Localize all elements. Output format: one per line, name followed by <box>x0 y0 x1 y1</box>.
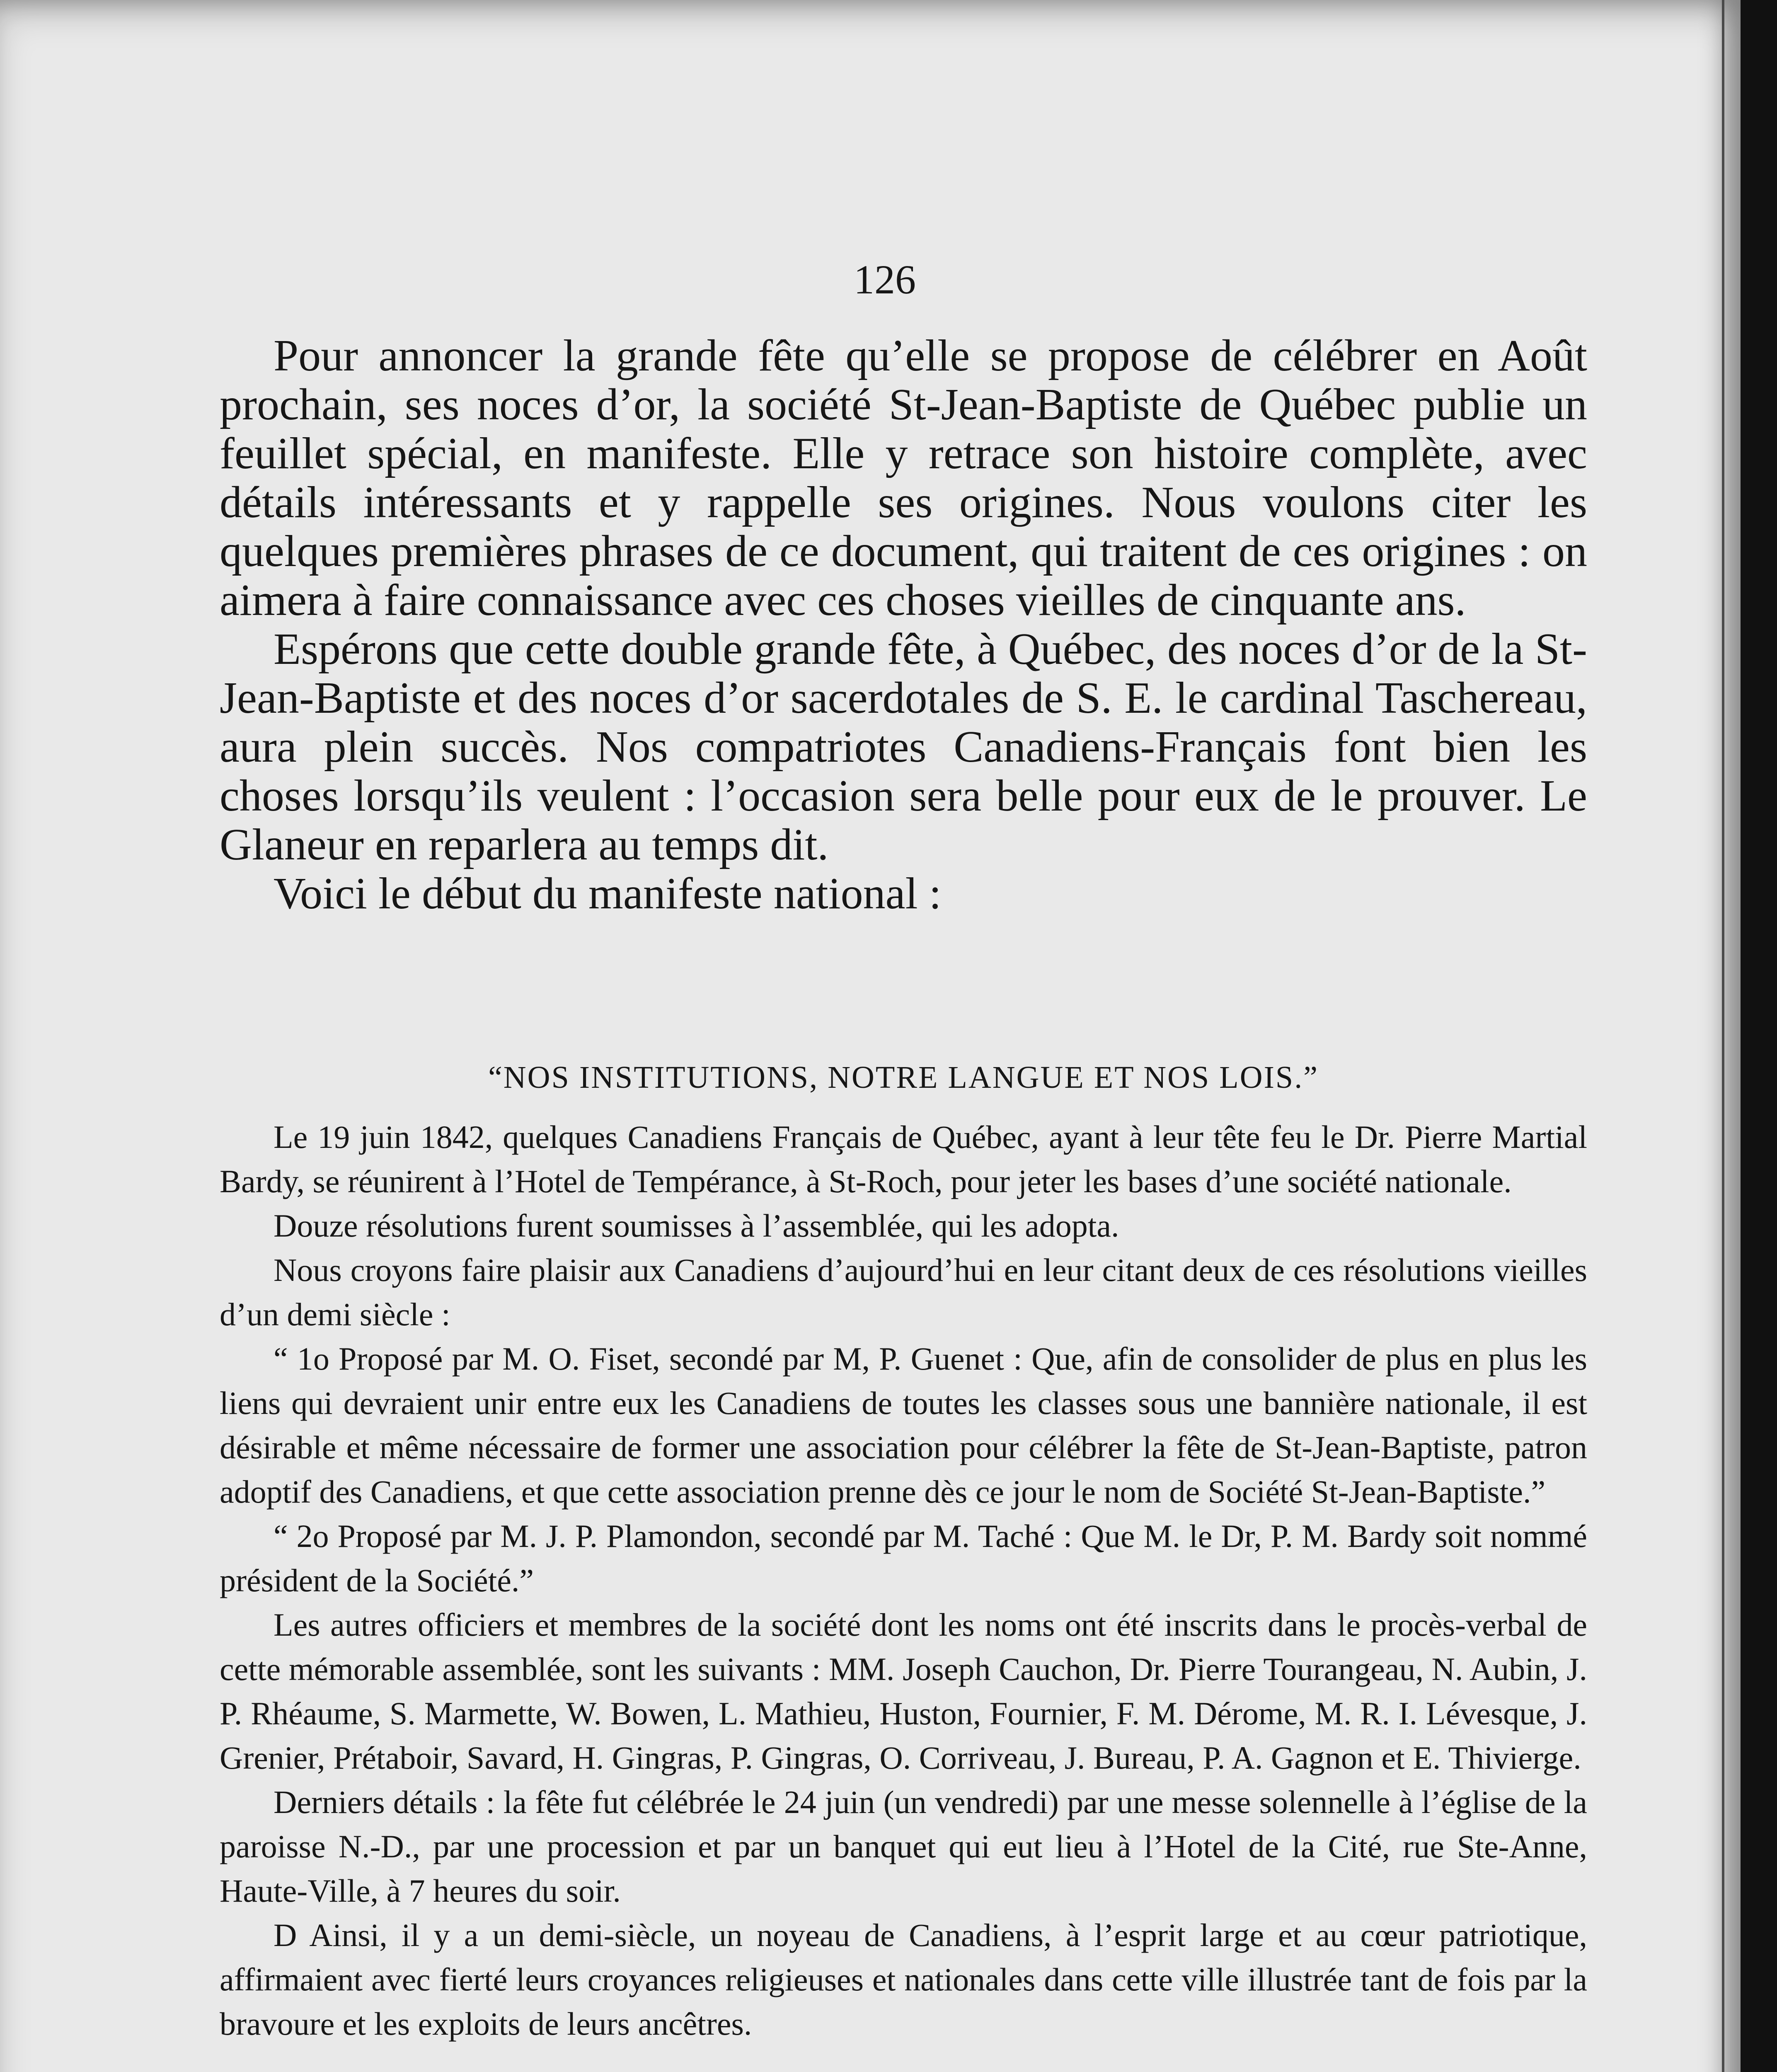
page-number: 126 <box>854 257 916 303</box>
manifesto-paragraph-6: Les autres officiers et membres de la société dont les noms ont été inscrits dans le procès-verbal de cette mémorable assemblée, sont les suivants : MM. Joseph Cauchon, Dr. Pierre Tourangeau, N. Aubin, J. P. Rhéaume, S. Marmette, W. Bowen, L. Mathieu, Huston, Fournier, F. M. Dérome, M. R. I. Lévesque, J. Grenier, Prétaboir, Savard, H. Gingras, P. Gingras, O. Corriveau, J. Bureau, P. A. Gagnon et E. Thivierge. <box>220 1607 1587 1776</box>
manifesto-paragraph-1: Le 19 juin 1842, quelques Canadiens Français de Québec, ayant à leur tête feu le Dr. Pierre Martial Bardy, se réunirent à l’Hotel de Tempérance, à St-Roch, pour jeter les bases d’une société nationale. <box>220 1119 1587 1199</box>
intro-paragraph-3: Voici le début du manifeste national : <box>274 869 942 918</box>
manifesto-text <box>220 1115 1587 2046</box>
manifesto-paragraph-2: Douze résolutions furent soumisses à l’assemblée, qui les adopta. <box>274 1208 1119 1244</box>
intro-section <box>220 332 1587 918</box>
manifesto-paragraph-4: “ 1o Proposé par M. O. Fiset, secondé par M, P. Guenet : Que, afin de consolider de plus en plus les liens qui devraient unir entre eux les Canadiens de toutes les classes sous une bannière nationale, il est désirable et même nécessaire de former une association pour célébrer la fête de St-Jean-Baptiste, patron adoptif des Canadiens, et que cette association prenne dès ce jour le nom de Société St-Jean-Baptiste.” <box>220 1341 1587 1510</box>
manifesto-paragraph-3: Nous croyons faire plaisir aux Canadiens d’aujourd’hui en leur citant deux de ces résolutions vieilles d’un demi siècle : <box>220 1252 1587 1332</box>
manifesto-paragraph-5: “ 2o Proposé par M. J. P. Plamondon, secondé par M. Taché : Que M. le Dr, P. M. Bardy soit nommé président de la Société.” <box>220 1518 1587 1598</box>
manifesto-heading: “NOS INSTITUTIONS, NOTRE LANGUE ET NOS LOIS.” <box>488 1060 1319 1095</box>
manifesto-paragraph-8: D Ainsi, il y a un demi-siècle, un noyeau de Canadiens, à l’esprit large et au cœur patriotique, affirmaient avec fierté leurs croyances religieuses et nationales dans cette ville illustrée tant de fois par la bravoure et les exploits de leurs ancêtres. <box>220 1917 1587 2042</box>
intro-paragraph-2: Espérons que cette double grande fête, à Québec, des noces d’or de la St-Jean-Baptiste et des noces d’or sacerdotales de S. E. le cardinal Taschereau, aura plein succès. Nos compatriotes Canadiens-Français font bien les choses lorsqu’ils veulent : l’occasion sera belle pour eux de le prouver. Le Glaneur en reparlera au temps dit. <box>220 625 1587 869</box>
manifesto-paragraph-7: Derniers détails : la fête fut célébrée le 24 juin (un vendredi) par une messe solennelle à l’église de la paroisse N.-D., par une procession et par un banquet qui eut lieu à l’Hotel de la Cité, rue Ste-Anne, Haute-Ville, à 7 heures du soir. <box>220 1784 1587 1909</box>
page-edge <box>1722 0 1724 2072</box>
intro-paragraph-1: Pour annoncer la grande fête qu’elle se propose de célébrer en Août prochain, ses noces d’or, la société St-Jean-Baptiste de Québec publie un feuillet spécial, en manifeste. Elle y retrace son histoire complète, avec détails intéressants et y rappelle ses origines. Nous voulons citer les quelques premières phrases de ce document, qui traitent de ces origines : on aimera à faire connaissance avec ces choses vieilles de cinquante ans. <box>220 331 1587 625</box>
